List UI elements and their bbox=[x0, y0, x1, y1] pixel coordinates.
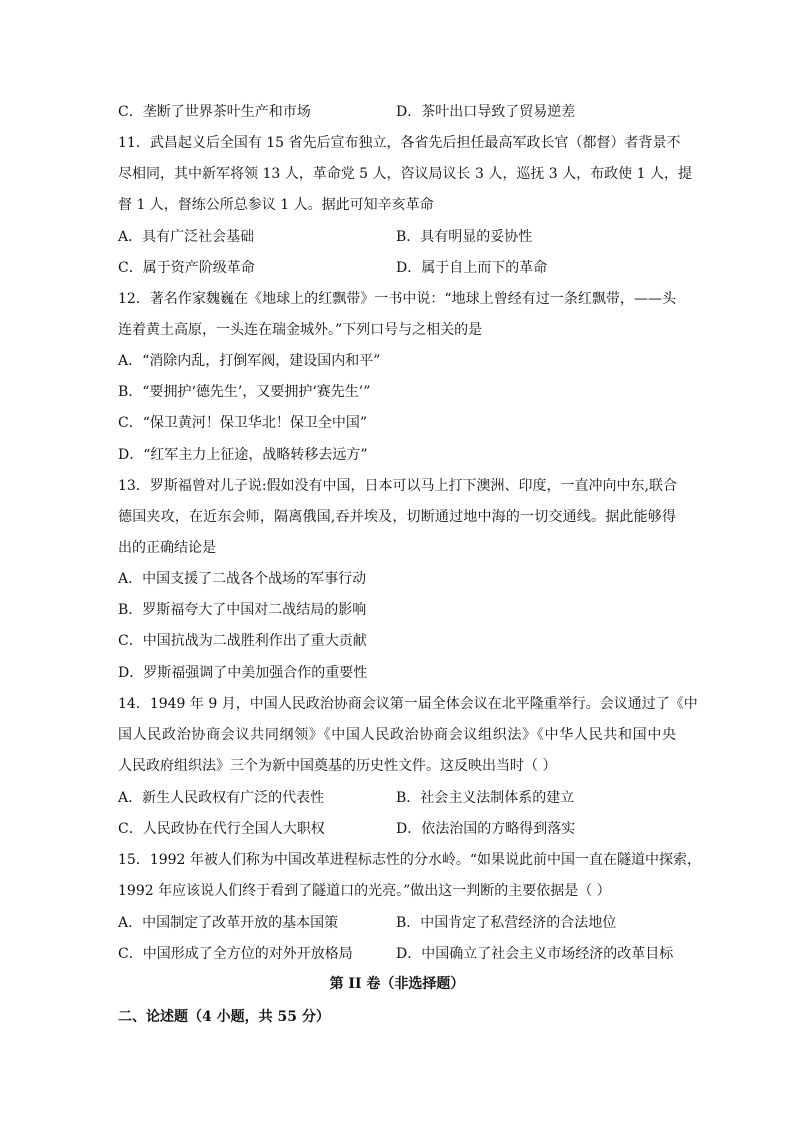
q12-stem-line-1: 12．著名作家魏巍在《地球上的红飘带》一书中说：“地球上曾经有过一条红飘带，——头 bbox=[118, 291, 676, 307]
section2-title: 二、论述题（4 小题，共 55 分） bbox=[118, 1009, 330, 1025]
q12-option-a: A．“消除内乱，打倒军阀，建设国内和平” bbox=[118, 353, 381, 369]
q13-stem-line-1: 13．罗斯福曾对儿子说:假如没有中国，日本可以马上打下澳洲、印度，一直冲向中东,联合 bbox=[118, 478, 677, 494]
q11-option-c: C．属于资产阶级革命 bbox=[118, 260, 255, 276]
q13-option-b: B．罗斯福夸大了中国对二战结局的影响 bbox=[118, 602, 367, 618]
part2-title: 第 II 卷（非选择题） bbox=[329, 976, 465, 992]
q15-option-a: A．中国制定了改革开放的基本国策 bbox=[118, 915, 339, 931]
q13-stem-line-2: 德国夹攻，在近东会师，隔离俄国,吞并埃及，切断通过地中海的一切交通线。据此能够得 bbox=[118, 509, 676, 525]
q11-option-d: D．属于自上而下的革命 bbox=[396, 260, 548, 276]
q15-stem-line-2: 1992 年应该说人们终于看到了隧道口的光亮。”做出这一判断的主要依据是（ ） bbox=[118, 883, 611, 899]
q14-stem-line-3: 人民政府组织法》三个为新中国奠基的历史性文件。这反映出当时（ ） bbox=[118, 758, 557, 774]
q13-option-c: C．中国抗战为二战胜利作出了重大贡献 bbox=[118, 633, 367, 649]
q13-option-d: D．罗斯福强调了中美加强合作的重要性 bbox=[118, 665, 368, 681]
q15-option-c: C．中国形成了全方位的对外开放格局 bbox=[118, 946, 353, 962]
q15-option-b: B．中国肯定了私营经济的合法地位 bbox=[396, 915, 617, 931]
q11-stem-line-2: 尽相同，其中新军将领 13 人，革命党 5 人，咨议局议长 3 人，巡抚 3 人，布政使 1 人，提 bbox=[118, 166, 692, 182]
q11-option-b: B．具有明显的妥协性 bbox=[396, 229, 533, 245]
q11-stem-line-1: 11．武昌起义后全国有 15 省先后宣布独立，各省先后担任最高军政长官（都督）者背景不 bbox=[118, 135, 681, 151]
q14-stem-line-2: 国人民政治协商会议共同纲领》《中国人民政治协商会议组织法》《中华人民共和国中央 bbox=[118, 727, 676, 743]
q14-option-d: D．依法治国的方略得到落实 bbox=[396, 821, 576, 837]
q11-option-a: A．具有广泛社会基础 bbox=[118, 229, 255, 245]
q15-option-d: D．中国确立了社会主义市场经济的改革目标 bbox=[396, 946, 674, 962]
q14-option-b: B．社会主义法制体系的建立 bbox=[396, 790, 575, 806]
q13-option-a: A．中国支援了二战各个战场的军事行动 bbox=[118, 571, 367, 587]
q14-option-a: A．新生人民政权有广泛的代表性 bbox=[118, 790, 325, 806]
q14-stem-line-1: 14．1949 年 9 月，中国人民政治协商会议第一届全体会议在北平隆重举行。会议通过了《中 bbox=[118, 696, 698, 712]
q14-option-c: C．人民政协在代行全国人大职权 bbox=[118, 821, 325, 837]
q12-option-c: C．“保卫黄河！保卫华北！保卫全中国” bbox=[118, 415, 368, 431]
q10-option-d: D．茶叶出口导致了贸易逆差 bbox=[396, 104, 576, 120]
q13-stem-line-3: 出的正确结论是 bbox=[118, 540, 216, 556]
q12-option-b: B．“要拥护‘德先生’，又要拥护‘赛先生’” bbox=[118, 384, 371, 400]
q12-stem-line-2: 连着黄土高原，一头连在瑞金城外。”下列口号与之相关的是 bbox=[118, 322, 483, 338]
q11-stem-line-3: 督 1 人，督练公所总参议 1 人。据此可知辛亥革命 bbox=[118, 197, 434, 213]
q10-option-c: C．垄断了世界茶叶生产和市场 bbox=[118, 104, 311, 120]
q12-option-d: D．“红军主力上征途，战略转移去远方” bbox=[118, 447, 368, 463]
q15-stem-line-1: 15．1992 年被人们称为中国改革进程标志性的分水岭。“如果说此前中国一直在隧道中探索， bbox=[118, 852, 702, 868]
